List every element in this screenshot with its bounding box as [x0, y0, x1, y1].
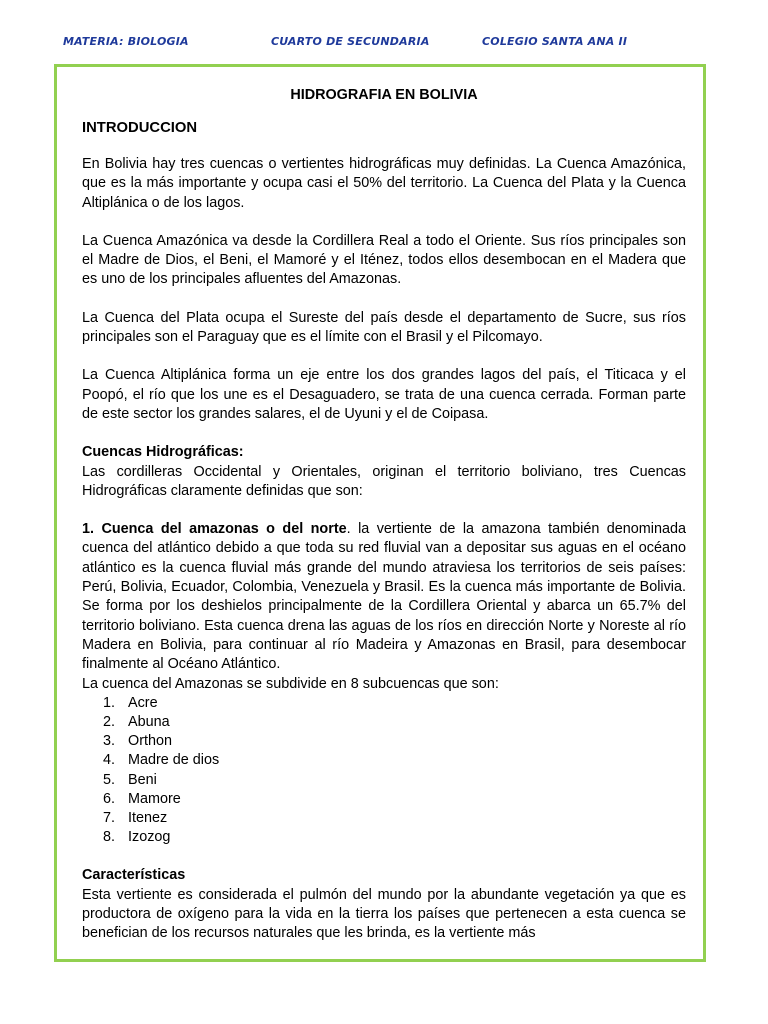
intro-paragraph: La Cuenca del Plata ocupa el Sureste del país desde el departamento de Sucre, sus ríos principales son el Paraguay que es el límite con el Brasil y el Pilcomayo.	[82, 309, 686, 346]
list-item-label: Itenez	[128, 810, 168, 827]
list-item-number: 2.	[103, 714, 116, 731]
header-grade: CUARTO DE SECUNDARIA	[271, 35, 430, 48]
amazon-paragraph	[82, 520, 686, 674]
document-body	[82, 86, 686, 944]
intro-paragraph: La Cuenca Amazónica va desde la Cordillera Real a todo el Oriente. Sus ríos principales son el Madre de Dios, el Beni, el Mamoré y el Iténez, todos ellos desembocan en el Madera que es uno de los principales afluentes del Amazonas.	[82, 232, 686, 288]
list-item-number: 1.	[103, 694, 116, 711]
list-item-number: 8.	[103, 829, 116, 846]
document-title: HIDROGRAFIA EN BOLIVIA	[290, 87, 478, 103]
list-item-label: Madre de dios	[128, 752, 220, 769]
list-item	[103, 790, 686, 809]
list-item-number: 6.	[103, 790, 116, 807]
subbasins-intro: La cuenca del Amazonas se subdivide en 8 subcuencas que son:	[82, 675, 499, 692]
header-school: COLEGIO SANTA ANA II	[482, 35, 628, 48]
list-item-number: 7.	[103, 810, 116, 827]
amazon-heading: 1. Cuenca del amazonas o del norte	[82, 521, 347, 538]
list-item-number: 4.	[103, 752, 116, 769]
list-item-label: Izozog	[128, 829, 171, 846]
list-item-label: Abuna	[128, 714, 170, 731]
basins-paragraph: Las cordilleras Occidental y Orientales, originan el territorio boliviano, tres Cuencas Hidrográficas claramente definidas que son:	[82, 463, 686, 499]
subbasins-list	[82, 694, 686, 848]
list-item-label: Acre	[128, 694, 158, 711]
basins-heading: Cuencas Hidrográficas:	[82, 444, 244, 461]
intro-paragraph: En Bolivia hay tres cuencas o vertientes hidrográficas muy definidas. La Cuenca Amazónica, que es la más importante y ocupa casi el 50% del territorio. La Cuenca del Plata y la Cuenca Altiplánica o de los lagos.	[82, 156, 686, 211]
list-item-number: 5.	[103, 771, 116, 788]
intro-heading: INTRODUCCION	[82, 120, 198, 136]
characteristics-heading: Características	[82, 867, 186, 884]
list-item	[103, 713, 686, 732]
list-item-label: Beni	[128, 771, 157, 788]
amazon-text: . la vertiente de la amazona también denominada cuenca del atlántico debido a que toda su red fluvial van a depositar sus aguas en el océano atlántico es la cuenca fluvial más grande del mundo atraviesa los territorios de seis países: Perú, Bolivia, Ecuador, Colombia, Venezuela y Brasil. Es la cuenca más importante de Bolivia. Se forma por los deshielos principalmente de la Cordillera Oriental y abarca un 65.7% del territorio boliviano. Esta cuenca drena las aguas de los ríos en dirección Norte y Noreste al río Madera en Bolivia, para continuar al río Madeira y Amazonas en Brasil, para desembocar finalmente al Océano Atlántico.	[82, 521, 686, 673]
list-item	[103, 771, 686, 790]
list-item	[103, 732, 686, 751]
header-subject: MATERIA: BIOLOGIA	[63, 35, 189, 48]
list-item	[103, 751, 686, 770]
list-item	[103, 694, 686, 713]
intro-paragraph: La Cuenca Altiplánica forma un eje entre los dos grandes lagos del país, el Titicaca y el Poopó, el río que los une es el Desaguadero, se trata de una cuenca cerrada. Forman parte de este sector los grandes salares, el de Uyuni y el de Coipasa.	[82, 367, 686, 422]
characteristics-paragraph: Esta vertiente es considerada el pulmón del mundo por la abundante vegetación ya que es productora de oxígeno para la vida en la tierra los países que pertenecen a esta cuenca se benefician de los recursos naturales que les brinda, es la vertiente más	[82, 886, 686, 942]
list-item-number: 3.	[103, 733, 116, 750]
list-item-label: Mamore	[128, 790, 181, 807]
list-item	[103, 809, 686, 828]
list-item-label: Orthon	[128, 733, 172, 750]
list-item	[103, 828, 686, 847]
